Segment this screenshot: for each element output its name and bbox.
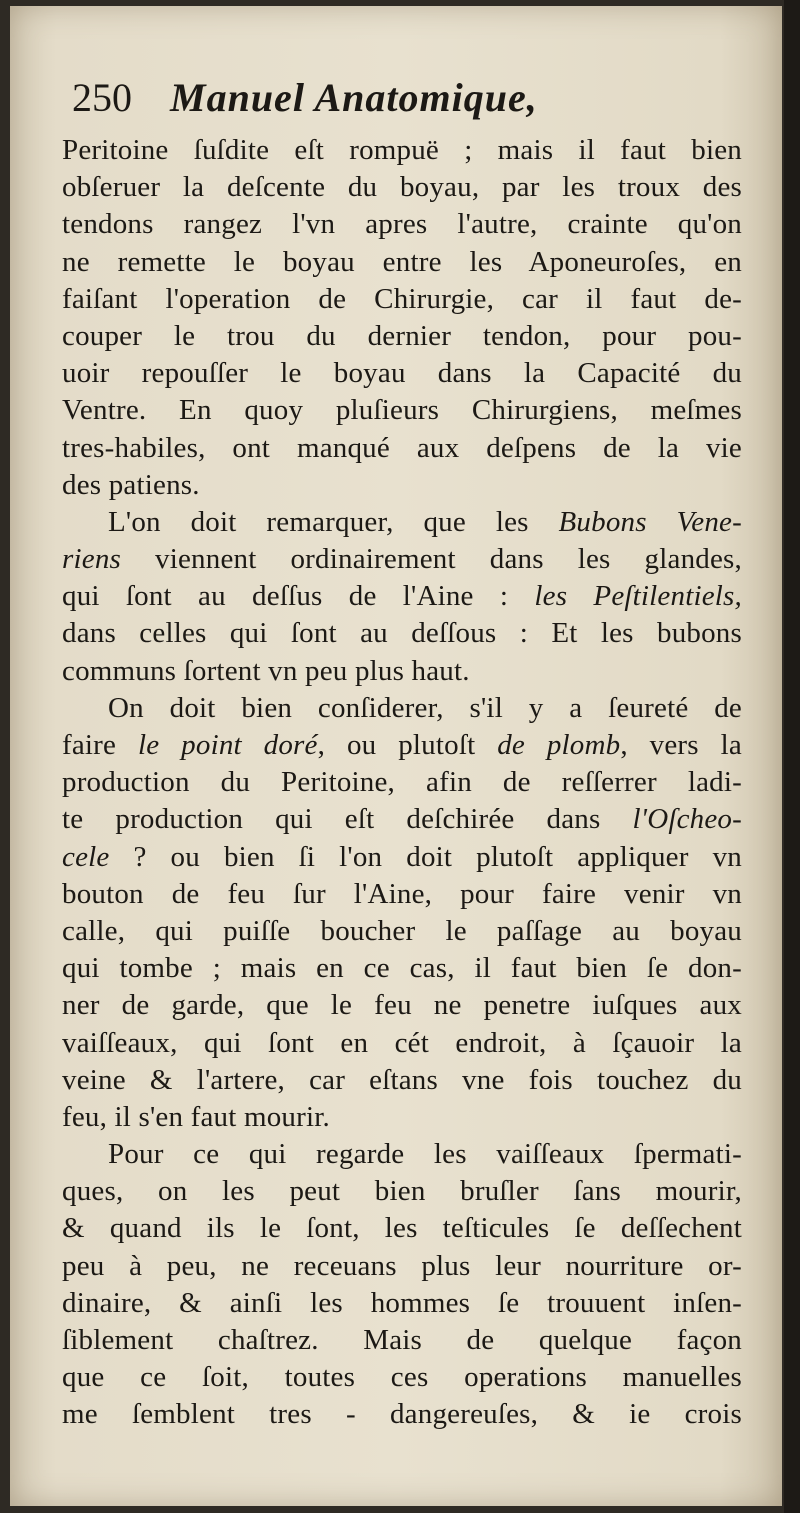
text-segment: & quand ils le ſont, les teſticules ſe deſſechent — [62, 1212, 742, 1245]
text-line — [62, 1210, 742, 1247]
italic-text: de plomb — [497, 729, 621, 761]
text-line — [62, 1099, 742, 1136]
italic-text: cele — [62, 840, 110, 873]
text-segment: calle, qui puiſſe boucher le paſſage au boyau — [62, 914, 742, 947]
text-line — [62, 950, 742, 987]
text-segment: vaiſſeaux, qui ſont en cét endroit, à ſçauoir la — [62, 1026, 742, 1059]
book-page — [10, 6, 782, 1506]
text-line — [62, 467, 742, 504]
text-segment: faire — [62, 729, 138, 761]
text-line — [62, 1359, 742, 1396]
text-line — [62, 839, 742, 876]
text-line — [62, 1062, 742, 1099]
text-segment: ? ou bien ſi l'on doit plutoſt appliquer vn — [109, 840, 742, 873]
text-segment: ſiblement chaſtrez. Mais de quelque façon — [62, 1324, 742, 1356]
text-segment: te production qui eſt deſchirée dans — [62, 803, 633, 836]
text-line — [62, 430, 742, 467]
text-line — [62, 355, 742, 392]
text-line — [62, 615, 742, 652]
text-segment: feu, il s'en faut mourir. — [62, 1100, 330, 1133]
italic-text: riens — [62, 543, 121, 576]
text-line — [62, 1173, 742, 1210]
body-text — [62, 132, 742, 1434]
text-line — [62, 1322, 742, 1359]
text-segment: dinaire, & ainſi les hommes ſe trouuent inſen- — [62, 1286, 742, 1319]
text-segment: ner de garde, que le feu ne penetre iuſques aux — [62, 989, 742, 1022]
text-line — [62, 690, 742, 727]
text-segment: tendons rangez l'vn apres l'autre, crainte qu'on — [62, 208, 742, 241]
text-segment: veine & l'artere, car eſtans vne fois touchez du — [62, 1063, 742, 1096]
text-line — [62, 206, 742, 243]
text-segment: , vers la — [620, 729, 742, 761]
page-edge-shadow — [784, 0, 800, 1513]
text-segment: qui tombe ; mais en ce cas, il faut bien ſe don- — [62, 952, 742, 985]
text-line — [62, 801, 742, 838]
text-line — [62, 578, 742, 615]
text-line — [62, 504, 742, 541]
text-segment: , ou plutoſt — [317, 729, 498, 761]
text-segment: Pour ce qui regarde les vaiſſeaux ſpermati- — [108, 1138, 742, 1171]
text-line — [62, 1248, 742, 1285]
text-line — [62, 727, 742, 764]
text-segment: dans celles qui ſont au deſſous : Et les bubons — [62, 617, 742, 650]
text-segment: Peritoine ſuſdite eſt rompuë ; mais il faut bien — [62, 134, 742, 166]
italic-text: le point doré — [137, 729, 318, 761]
text-segment: uoir repouſſer le boyau dans la Capacité du — [62, 357, 742, 390]
text-line — [62, 244, 742, 281]
text-segment: Ventre. En quoy pluſieurs Chirurgiens, meſmes — [62, 394, 742, 427]
page-header — [62, 64, 742, 132]
text-line — [62, 913, 742, 950]
page-number: 250 — [72, 75, 132, 120]
text-line — [62, 876, 742, 913]
text-line — [62, 281, 742, 318]
text-line — [62, 169, 742, 206]
text-line — [62, 1396, 742, 1433]
text-segment: faiſant l'operation de Chirurgie, car il faut de- — [62, 282, 742, 315]
text-line — [62, 541, 742, 578]
text-line — [62, 132, 742, 169]
text-segment: obſeruer la deſcente du boyau, par les troux des — [62, 171, 742, 204]
text-segment: On doit bien conſiderer, s'il y a ſeureté de — [108, 691, 742, 724]
text-line — [62, 392, 742, 429]
text-line — [62, 1025, 742, 1062]
italic-text: les Peſtilentiels, — [534, 580, 742, 613]
text-segment: qui ſont au deſſus de l'Aine : — [62, 580, 535, 613]
text-line — [62, 764, 742, 801]
text-segment: bouton de feu ſur l'Aine, pour faire venir vn — [62, 877, 742, 910]
text-line — [62, 653, 742, 690]
text-segment: viennent ordinairement dans les glandes, — [121, 543, 742, 576]
text-segment: me ſemblent tres - dangereuſes, & ie crois — [62, 1398, 742, 1431]
text-segment: ques, on les peut bien bruſler ſans mourir, — [62, 1175, 742, 1208]
text-line — [62, 1285, 742, 1322]
text-segment: communs ſortent vn peu plus haut. — [62, 654, 470, 687]
text-line — [62, 318, 742, 355]
text-line — [62, 1136, 742, 1173]
text-segment: tres-habiles, ont manqué aux deſpens de la vie — [62, 431, 742, 464]
text-segment: peu à peu, ne receuans plus leur nourriture or- — [62, 1249, 742, 1282]
text-segment: que ce ſoit, toutes ces operations manuelles — [62, 1361, 742, 1394]
text-segment: ne remette le boyau entre les Aponeuroſes, en — [62, 245, 742, 278]
text-line — [62, 987, 742, 1024]
running-title: Manuel Anatomique, — [170, 75, 538, 120]
italic-text: l'Oſcheo- — [632, 803, 742, 836]
text-segment: L'on doit remarquer, que les — [108, 505, 559, 538]
page-text — [62, 64, 742, 1434]
text-segment: des patiens. — [62, 468, 200, 501]
italic-text: Bubons Vene- — [558, 505, 742, 538]
text-segment: couper le trou du dernier tendon, pour pou- — [62, 319, 742, 352]
text-segment: production du Peritoine, afin de reſſerrer ladi- — [62, 766, 742, 799]
